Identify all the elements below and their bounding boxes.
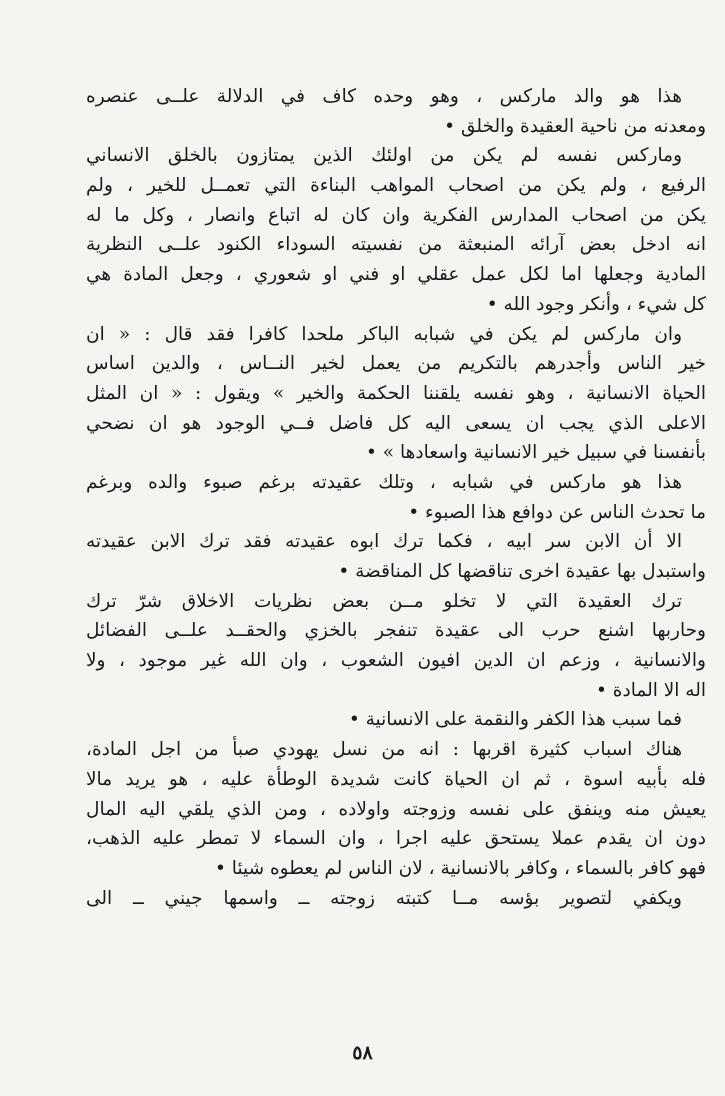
- page-number: ٥٨: [352, 1042, 373, 1064]
- text-line: فهو كافر بالسماء ، وكافر بالانسانية ، لان الناس لم يعطوه شيئا •: [215, 857, 706, 879]
- text-line: انه ادخل بعض آرائه المنبعثة من نفسيته السوداء الكنود علــى النظرية: [86, 234, 706, 256]
- text-line: ومعدنه من ناحية العقيدة والخلق •: [444, 115, 706, 137]
- text-line: ترك العقيدة التي لا تخلو مــن بعض نظريات الاخلاق شرّ ترك: [86, 590, 682, 612]
- text-line: اله الا المادة •: [596, 679, 706, 701]
- text-line: هناك اسباب كثيرة اقربها : انه من نسل يهودي صبأ من اجل المادة،: [86, 739, 682, 761]
- text-line: يعيش منه وينفق على نفسه وزوجته واولاده ، ومن الذي يلقي اليه المال: [86, 798, 706, 820]
- text-line: واستبدل بها عقيدة اخرى تناقضها كل المناقضة •: [338, 561, 706, 582]
- text-line: ما تحدث الناس عن دوافع هذا الصبوء •: [408, 501, 706, 523]
- text-line: بأنفسنا في سبيل خير الانسانية واسعادها » •: [366, 442, 706, 464]
- text-line: كل شيء ، وأنكر وجود الله •: [486, 293, 706, 315]
- text-line: هذا هو ماركس في شبابه ، وتلك عقيدته برغم صبوء والده وبرغم: [86, 471, 682, 493]
- text-line: المادية وجعلها اما لكل عمل عقلي او فني او شعوري ، وجعل المادة هي: [86, 264, 706, 286]
- text-line: هذا هو والد ماركس ، وهو وحده كاف في الدلالة علــى عنصره: [86, 86, 682, 107]
- text-line: فله بأبيه اسوة ، ثم ان الحياة كانت شديدة الوطأة عليه ، هو يريد مالا: [86, 768, 706, 790]
- text-line: خير الناس وأجدرهم بالتكريم من يعمل لخير النــاس ، والدين اساس: [86, 353, 706, 375]
- text-line: فما سبب هذا الكفر والنقمة على الانسانية •: [348, 709, 682, 731]
- text-line: وان ماركس لم يكن في شبابه الباكر ملحدا كافرا فقد قال : « ان: [86, 323, 682, 345]
- text-line: يكن من اصحاب المدارس الفكرية وان كان له اتباع وانصار ، وكل ما له: [86, 204, 706, 226]
- text-line: الا أن الابن سر ابيه ، فكما ترك ابوه عقيدته فقد ترك الابن عقيدته: [86, 531, 682, 553]
- text-line: وماركس نفسه لم يكن من اولئك الذين يمتازون بالخلق الانساني: [86, 145, 682, 167]
- text-line: والانسانية ، وزعم ان الدين افيون الشعوب ، وان الله غير موجود ، ولا: [86, 650, 706, 672]
- text-line: وحاربها اشنع حرب الى عقيدة تنفجر بالخزي والحقــد علــى الفضائل: [86, 620, 706, 642]
- text-line: الرفيع ، ولم يكن من اصحاب المواهب البناءة التي تعمــل للخير ، ولم: [86, 175, 706, 197]
- text-line: دون ان يقدم عملا يستحق عليه اجرا ، وان السماء لا تمطر عليه الذهب،: [86, 828, 706, 850]
- text-line: الاعلى الذي يجب ان يسعى اليه كل فاضل فــي الوجود هو ان نضحي: [86, 412, 706, 434]
- text-line: الحياة الانسانية ، وهو نفسه يلقننا الحكمة والخير » ويقول : « ان المثل: [86, 382, 706, 404]
- body-text: [86, 82, 706, 913]
- text-line: ويكفي لتصوير بؤسه مــا كتبته زوجته ــ واسمها جيني ــ الى: [86, 887, 682, 909]
